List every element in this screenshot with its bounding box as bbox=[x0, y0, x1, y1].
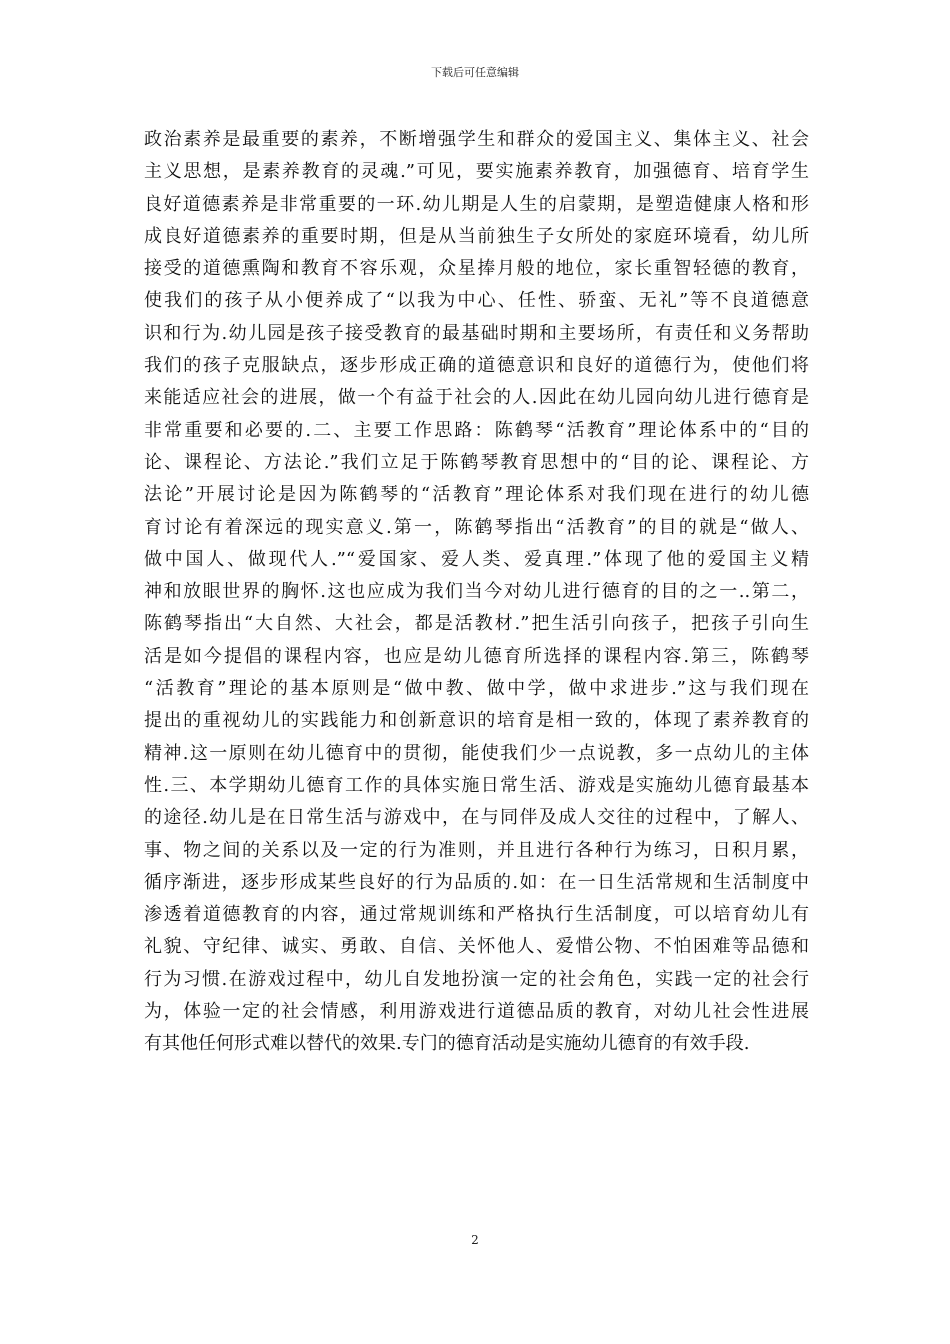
text-line: 精神.这一原则在幼儿德育中的贯彻，能使我们少一点说教，多一点幼儿的主体 bbox=[144, 742, 809, 764]
text-line: 渗透着道德教育的内容，通过常规训练和严格执行生活制度，可以培育幼儿有 bbox=[144, 904, 809, 926]
text-line: 提出的重视幼儿的实践能力和创新意识的培育是相一致的，体现了素养教育的 bbox=[144, 710, 809, 732]
text-line: 神和放眼世界的胸怀.这也应成为我们当今对幼儿进行德育的目的之一..第二， bbox=[144, 581, 809, 603]
text-line: 性.三、本学期幼儿德育工作的具体实施日常生活、游戏是实施幼儿德育最基本 bbox=[144, 774, 809, 796]
text-line: 主义思想，是素养教育的灵魂.”可见，要实施素养教育，加强德育、培育学生 bbox=[144, 161, 809, 183]
text-line: 政治素养是最重要的素养，不断增强学生和群众的爱国主义、集体主义、社会 bbox=[144, 129, 809, 150]
text-line: 非常重要和必要的.二、主要工作思路：陈鹤琴“活教育”理论体系中的“目的 bbox=[144, 419, 809, 441]
text-line: 的途径.幼儿是在日常生活与游戏中，在与同伴及成人交往的过程中，了解人、 bbox=[144, 807, 809, 829]
text-line: 接受的道德熏陶和教育不容乐观，众星捧月般的地位，家长重智轻德的教育， bbox=[144, 258, 809, 280]
page-header: 下载后可任意编辑 bbox=[431, 66, 519, 79]
text-line: 做中国人、做现代人.”“爱国家、爱人类、爱真理.”体现了他的爱国主义精 bbox=[144, 548, 809, 570]
text-line: 育讨论有着深远的现实意义.第一，陈鹤琴指出“活教育”的目的就是“做人、 bbox=[144, 516, 809, 538]
text-line: 为，体验一定的社会情感，利用游戏进行道德品质的教育，对幼儿社会性进展 bbox=[144, 1001, 809, 1023]
text-line: 我们的孩子克服缺点，逐步形成正确的道德意识和良好的道德行为，使他们将 bbox=[144, 355, 809, 377]
text-line: 成良好道德素养的重要时期，但是从当前独生子女所处的家庭环境看，幼儿所 bbox=[144, 225, 809, 247]
text-line: “活教育”理论的基本原则是“做中教、做中学，做中求进步.”这与我们现在 bbox=[144, 678, 809, 700]
text-line: 良好道德素养是非常重要的一环.幼儿期是人生的启蒙期，是塑造健康人格和形 bbox=[144, 193, 809, 215]
text-line: 事、物之间的关系以及一定的行为准则，并且进行各种行为练习，日积月累， bbox=[144, 839, 809, 861]
text-line: 礼貌、守纪律、诚实、勇敢、自信、关怀他人、爱惜公物、不怕困难等品德和 bbox=[144, 936, 809, 958]
text-line: 使我们的孩子从小便养成了“以我为中心、任性、骄蛮、无礼”等不良道德意 bbox=[144, 290, 809, 312]
text-line: 法论”开展讨论是因为陈鹤琴的“活教育”理论体系对我们现在进行的幼儿德 bbox=[144, 484, 809, 506]
text-line: 来能适应社会的进展，做一个有益于社会的人.因此在幼儿园向幼儿进行德育是 bbox=[144, 387, 809, 409]
text-line: 陈鹤琴指出“大自然、大社会，都是活教材.”把生活引向孩子，把孩子引向生 bbox=[144, 613, 809, 635]
text-line: 行为习惯.在游戏过程中，幼儿自发地扮演一定的社会角色，实践一定的社会行 bbox=[144, 968, 809, 990]
text-line: 识和行为.幼儿园是孩子接受教育的最基础时期和主要场所，有责任和义务帮助 bbox=[144, 322, 809, 344]
body-text bbox=[144, 124, 809, 1061]
text-line: 循序渐进，逐步形成某些良好的行为品质的.如：在一日生活常规和生活制度中 bbox=[144, 871, 809, 893]
text-line: 活是如今提倡的课程内容，也应是幼儿德育所选择的课程内容.第三，陈鹤琴 bbox=[144, 645, 809, 667]
text-line: 有其他任何形式难以替代的效果.专门的德育活动是实施幼儿德育的有效手段. bbox=[144, 1033, 750, 1055]
text-line: 论、课程论、方法论.”我们立足于陈鹤琴教育思想中的“目的论、课程论、方 bbox=[144, 451, 809, 473]
page-number: 2 bbox=[471, 1233, 479, 1247]
